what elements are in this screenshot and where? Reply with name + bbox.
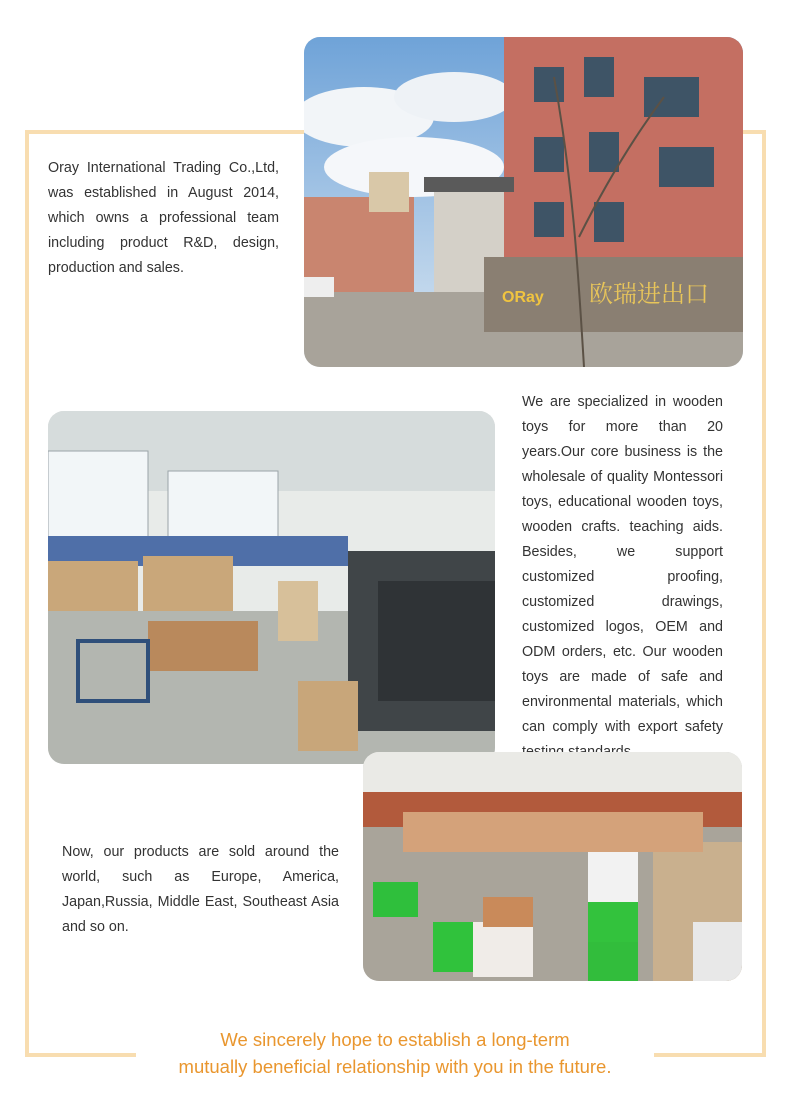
sign-text: 欧瑞进出口 — [589, 280, 709, 308]
warehouse-photo — [363, 752, 742, 981]
closing-line-1: We sincerely hope to establish a long-term — [220, 1029, 570, 1050]
sign-logo: ORay — [502, 289, 544, 306]
factory-workshop-photo — [48, 411, 495, 764]
intro-text: Oray International Trading Co.,Ltd, was established in August 2014, which owns a professional team including product R&D, design, production and sales. — [48, 160, 279, 276]
markets-description: Now, our products are sold around the world, such as Europe, America, Japan,Russia, Middle East, Southeast Asia and so on. — [62, 844, 339, 935]
business-description: We are specialized in wooden toys for more than 20 years.Our core business is the wholesale of quality Montessori toys, educational wooden toys, wooden crafts. teaching aids. Besides, we support customized proofing, customized drawings, customized logos, OEM and ODM orders, etc. Our wooden toys are made of safe and environmental materials, which can comply with export safety — [522, 394, 723, 735]
closing-message — [100, 1026, 690, 1080]
closing-line-2: mutually beneficial relationship with you in the future. — [178, 1056, 612, 1077]
office-building-photo — [304, 37, 743, 367]
